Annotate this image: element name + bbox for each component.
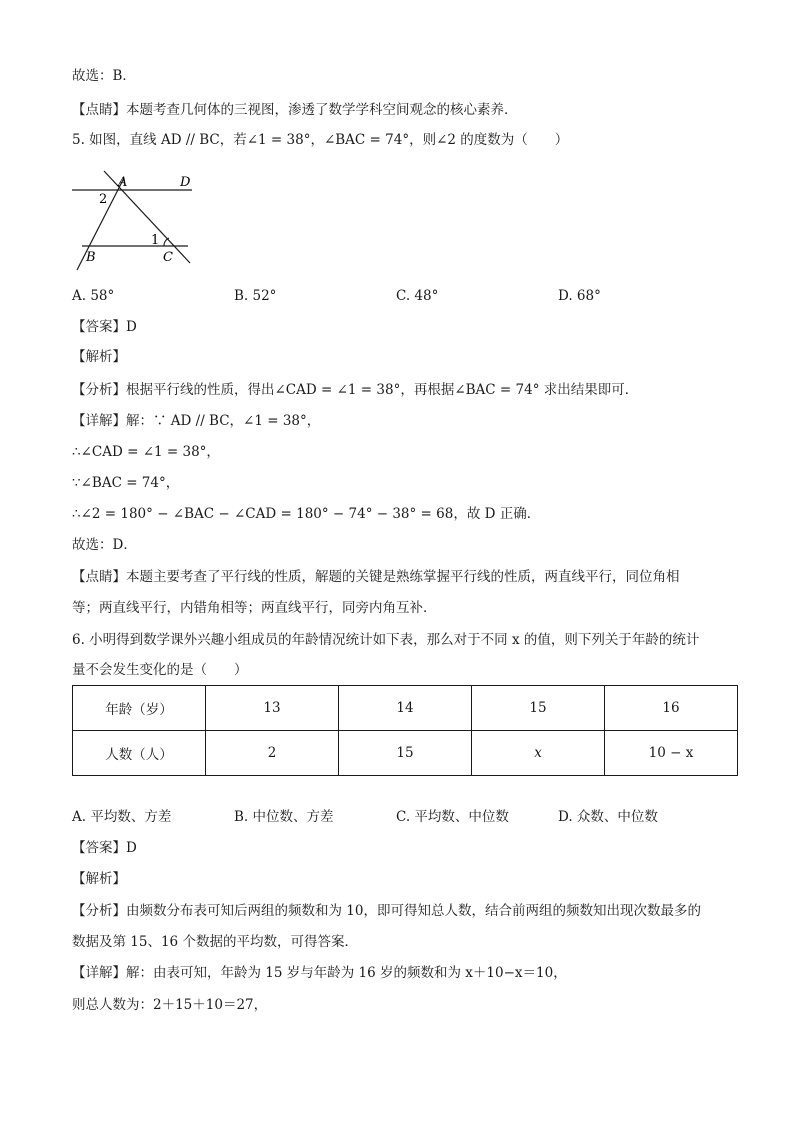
text-line: 故选：B．	[72, 68, 136, 84]
table-cell: 13	[206, 686, 339, 731]
analysis-heading: 【解析】	[72, 871, 126, 887]
age-frequency-table	[72, 685, 738, 776]
table-cell: x	[472, 731, 605, 776]
analysis-heading: 【解析】	[72, 349, 126, 365]
table-cell: 10 − x	[605, 731, 738, 776]
label-b: B	[86, 250, 96, 265]
option-a: A. 平均数、方差	[72, 809, 172, 825]
table-row	[73, 686, 738, 731]
option-d: D. 68°	[558, 288, 601, 304]
text-line: 故选：D．	[72, 537, 137, 553]
option-b: B. 52°	[234, 288, 277, 304]
table-cell: 15	[472, 686, 605, 731]
label-c: C	[163, 250, 173, 265]
table-cell: 2	[206, 731, 339, 776]
text-line: 【分析】根据平行线的性质，得出∠CAD = ∠1 = 38°，再根据∠BAC = 74° 求出结果即可．	[72, 382, 639, 398]
table-cell: 年龄（岁）	[73, 686, 206, 731]
table-cell: 14	[339, 686, 472, 731]
table-cell: 人数（人）	[73, 731, 206, 776]
text-line: 数据及第 15、16 个数据的平均数，可得答案．	[72, 934, 358, 950]
answer-label: 【答案】D	[72, 319, 137, 335]
text-line: ∵∠BAC = 74°，	[72, 475, 180, 491]
question-5-stem: 5. 如图，直线 AD // BC，若∠1 = 38°，∠BAC = 74°，则∠2 的度数为（ ）	[72, 132, 569, 148]
text-line: 则总人数为：2＋15＋10＝27，	[72, 997, 268, 1013]
text-line: ∴∠2 = 180° − ∠BAC − ∠CAD = 180° − 74° − 38° = 68，故 D 正确．	[72, 506, 541, 522]
label-angle-1: 1	[151, 233, 160, 248]
option-c: C. 平均数、中位数	[396, 809, 509, 825]
option-c: C. 48°	[396, 288, 439, 304]
question-6-stem: 6. 小明得到数学课外兴趣小组成员的年龄情况统计如下表，那么对于不同 x 的值，则下列关于年龄的统计	[72, 632, 700, 648]
text-line: 【点睛】本题主要考查了平行线的性质，解题的关键是熟练掌握平行线的性质，两直线平行，同位角相	[72, 569, 680, 585]
answer-label: 【答案】D	[72, 840, 137, 856]
text-line: 【点睛】本题考查几何体的三视图，渗透了数学学科空间观念的核心素养．	[72, 102, 518, 118]
option-b: B. 中位数、方差	[234, 809, 334, 825]
option-a: A. 58°	[72, 288, 115, 304]
line-ac	[104, 171, 190, 263]
label-angle-2: 2	[99, 192, 108, 207]
option-d: D. 众数、中位数	[558, 809, 658, 825]
text-line: 【详解】解：由表可知，年龄为 15 岁与年龄为 16 岁的频数和为 x＋10−x＝10，	[72, 965, 567, 981]
text-line: 等；两直线平行，内错角相等；两直线平行，同旁内角互补．	[72, 600, 437, 616]
text-line: 【详解】解：∵ AD // BC，∠1 = 38°，	[72, 413, 321, 429]
table-cell: 16	[605, 686, 738, 731]
table-cell: 15	[339, 731, 472, 776]
question-6-stem: 量不会发生变化的是（ ）	[72, 662, 248, 678]
text-line: ∴∠CAD = ∠1 = 38°，	[72, 444, 220, 460]
label-a: A	[118, 175, 128, 190]
label-d: D	[180, 175, 191, 190]
table-row	[73, 731, 738, 776]
parallel-lines-figure	[68, 168, 198, 272]
text-line: 【分析】由频数分布表可知后两组的频数和为 10，即可得知总人数，结合前两组的频数知出现次数最多的	[72, 903, 701, 919]
